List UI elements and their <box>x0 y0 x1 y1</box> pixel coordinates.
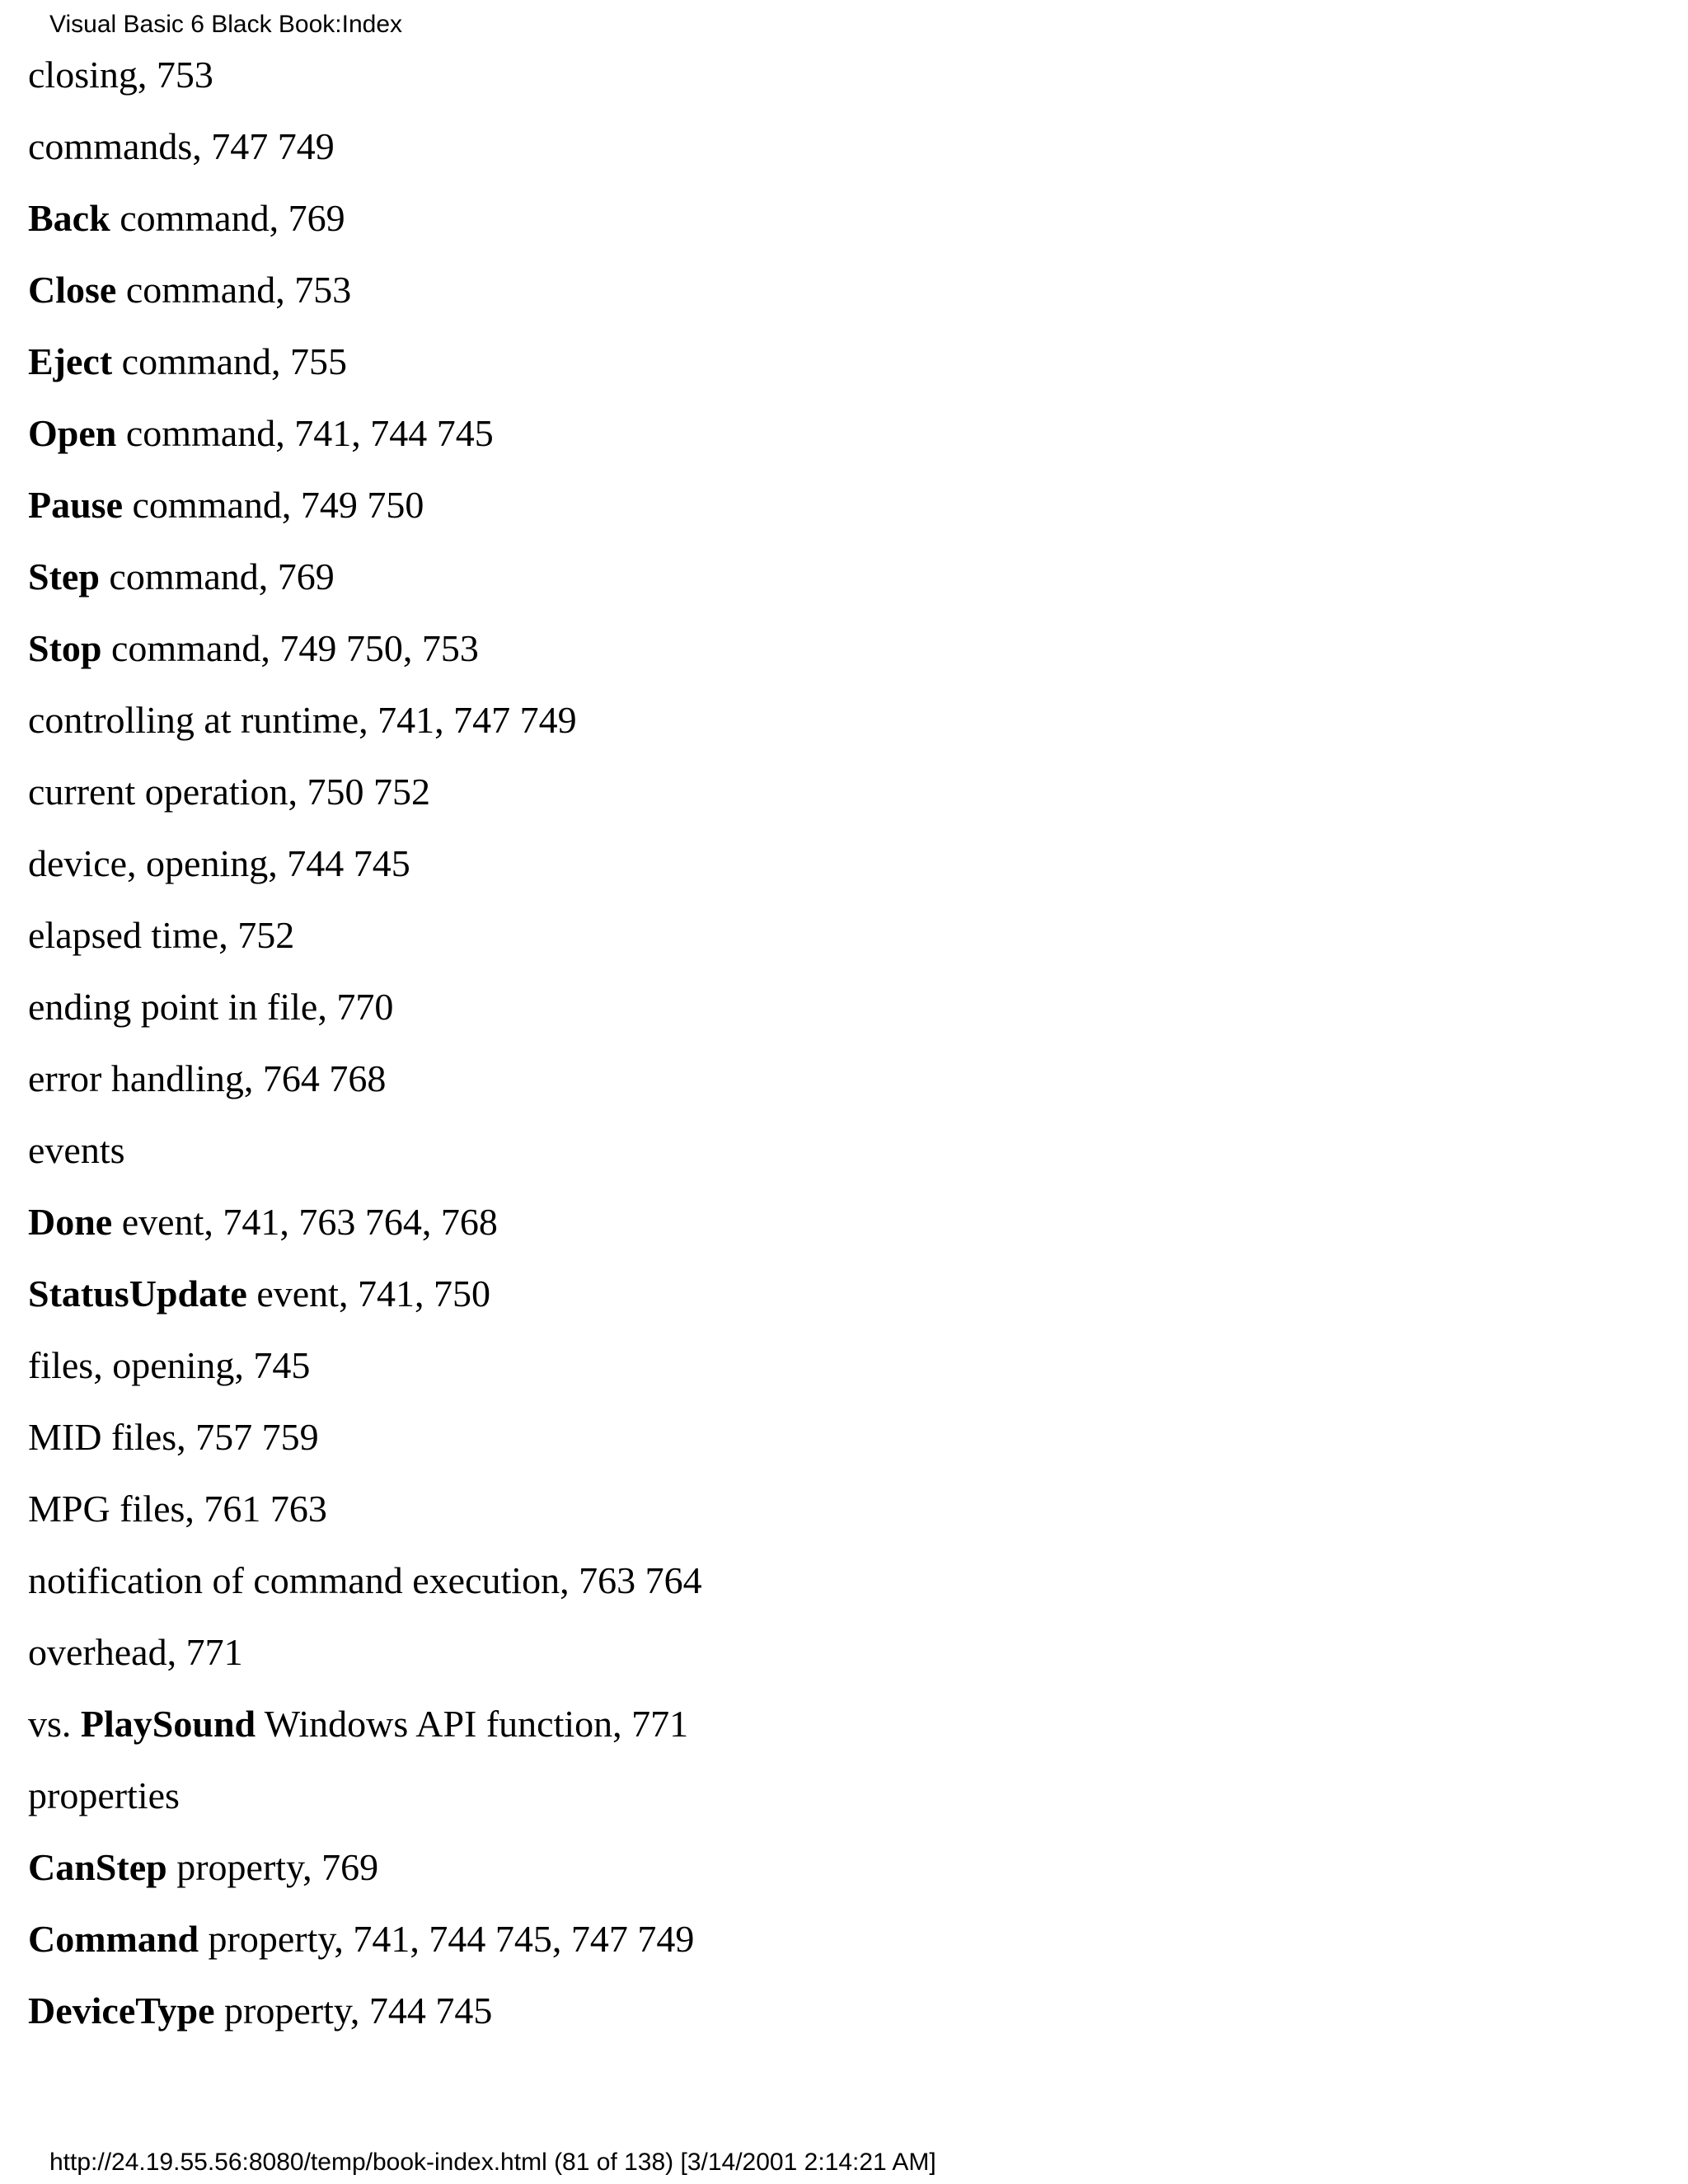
index-entry <box>28 899 702 971</box>
index-entry-text: elapsed time, 752 <box>28 914 295 956</box>
index-entry-text: ending point in file, 770 <box>28 986 394 1028</box>
index-entry <box>28 1258 702 1329</box>
index-entry-text: command, 749 750 <box>123 484 424 526</box>
index-entry <box>28 1544 702 1616</box>
index-entry-text: command, 741, 744 745 <box>116 412 494 454</box>
index-entry-text: event, 741, 750 <box>246 1272 490 1315</box>
index-entry-text: current operation, 750 752 <box>28 771 430 813</box>
index-entry-keyword: CanStep <box>28 1846 167 1888</box>
index-entry-text: files, opening, 745 <box>28 1344 311 1386</box>
index-entry-text: command, 769 <box>99 555 335 598</box>
index-entry-prefix: vs. <box>28 1703 81 1745</box>
index-entry <box>28 612 702 684</box>
index-entry-text: command, 753 <box>116 269 352 311</box>
index-entry <box>28 469 702 541</box>
index-entry-text: overhead, 771 <box>28 1631 243 1673</box>
index-entry <box>28 1831 702 1903</box>
index-entry-keyword: PlaySound <box>80 1703 256 1745</box>
index-entry-text: MID files, 757 759 <box>28 1416 319 1458</box>
index-entry-text: property, 744 745 <box>214 1990 493 2032</box>
index-entry-text: command, 769 <box>110 197 345 239</box>
index-entry-text: property, 769 <box>166 1846 379 1888</box>
index-entry <box>28 1186 702 1258</box>
index-entry <box>28 110 702 182</box>
index-entry-text: closing, 753 <box>28 54 213 96</box>
page-header: Visual Basic 6 Black Book:Index <box>49 11 403 38</box>
index-entry-text: commands, 747 749 <box>28 125 335 167</box>
index-entry <box>28 827 702 899</box>
index-entry-keyword: Open <box>28 412 117 454</box>
index-entry-text: command, 755 <box>112 340 348 382</box>
index-entry <box>28 1688 702 1760</box>
index-entry <box>28 1616 702 1688</box>
index-entry-text: events <box>28 1129 125 1171</box>
index-entry-text: event, 741, 763 764, 768 <box>112 1201 498 1243</box>
index-entry <box>28 1903 702 1975</box>
index-entry <box>28 541 702 612</box>
index-entry <box>28 1114 702 1186</box>
index-entry <box>28 182 702 254</box>
index-entry <box>28 397 702 469</box>
index-entry-keyword: Eject <box>28 340 113 382</box>
index-entry-text: error handling, 764 768 <box>28 1057 387 1099</box>
index-entry <box>28 684 702 756</box>
index-entry <box>28 1043 702 1114</box>
page-footer-url: http://24.19.55.56:8080/temp/book-index.html (81 of 138) [3/14/2001 2:14:21 AM] <box>49 2149 936 2176</box>
index-entry-keyword: DeviceType <box>28 1990 215 2032</box>
index-entry <box>28 326 702 397</box>
index-entry-text: MPG files, 761 763 <box>28 1488 327 1530</box>
index-entry-text: properties <box>28 1774 180 1816</box>
index-entry <box>28 1975 702 2046</box>
index-entry <box>28 1760 702 1831</box>
index-entry-text: device, opening, 744 745 <box>28 842 410 884</box>
index-entry <box>28 1401 702 1473</box>
index-entry-keyword: Back <box>28 197 110 239</box>
index-entry <box>28 254 702 326</box>
index-entry <box>28 1329 702 1401</box>
index-entry-keyword: Pause <box>28 484 123 526</box>
index-entry <box>28 756 702 827</box>
index-entry-text: command, 749 750, 753 <box>101 627 479 669</box>
index-list <box>28 39 702 2046</box>
index-entry-text: controlling at runtime, 741, 747 749 <box>28 699 577 741</box>
index-entry <box>28 971 702 1043</box>
index-entry-text: notification of command execution, 763 764 <box>28 1559 702 1601</box>
index-entry <box>28 1473 702 1544</box>
index-entry-keyword: StatusUpdate <box>28 1272 247 1315</box>
index-entry-keyword: Close <box>28 269 117 311</box>
index-entry-keyword: Command <box>28 1918 199 1960</box>
index-entry-keyword: Step <box>28 555 100 598</box>
index-entry-text: Windows API function, 771 <box>256 1703 689 1745</box>
index-entry-keyword: Done <box>28 1201 113 1243</box>
index-entry-keyword: Stop <box>28 627 102 669</box>
index-entry-text: property, 741, 744 745, 747 749 <box>199 1918 695 1960</box>
index-entry <box>28 39 702 110</box>
